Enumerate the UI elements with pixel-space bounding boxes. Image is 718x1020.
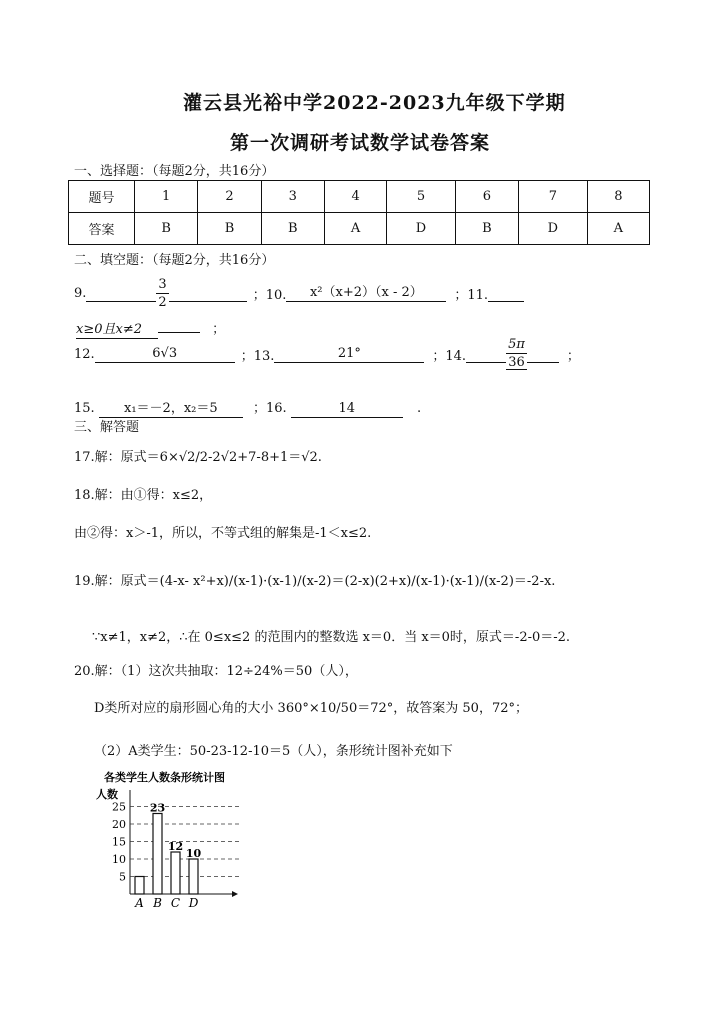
q9-label: 9.	[74, 285, 87, 301]
x-axis-arrow-icon	[232, 891, 238, 897]
answer-cell: A	[587, 213, 649, 245]
q10-label: ；10.	[252, 287, 287, 303]
table-row	[69, 213, 650, 245]
page-title: 灌云县光裕中学2022-2023九年级下学期	[183, 92, 566, 114]
chart-title: 各类学生人数条形统计图	[104, 771, 225, 784]
q14-semicolon: ；	[566, 348, 580, 364]
x-tick-label: D	[188, 896, 199, 910]
q16-label: ；16.	[252, 401, 287, 416]
answer-cell: B	[455, 213, 518, 245]
bar	[135, 877, 144, 895]
question-number: 5	[387, 181, 456, 213]
section-solve-heading: 三、解答题	[74, 420, 140, 435]
section-fill-heading: 二、填空题：（每题2分，共16分）	[74, 253, 275, 268]
answer-cell: B	[135, 213, 198, 245]
solution-20-line2: D类所对应的扇形圆心角的大小 360°×10/50＝72°，故答案为 50，72°；	[94, 701, 528, 716]
page-subtitle: 第一次调研考试数学试卷答案	[230, 132, 491, 154]
y-tick-label: 15	[112, 835, 126, 849]
solution-20-line1: 20.解：（1）这次共抽取：12÷24%＝50（人），	[74, 664, 358, 679]
x-tick-label: A	[135, 896, 144, 910]
q11-semicolon: ；	[212, 322, 226, 337]
y-tick-label: 25	[112, 800, 126, 814]
q12-answer: 6√3	[95, 346, 235, 363]
solution-20-line3: （2）A类学生：50-23-12-10＝5（人），条形统计图补充如下	[94, 744, 453, 759]
fill-line-9-11	[74, 272, 524, 314]
solution-18-line1: 18.解：由①得：x≤2，	[74, 488, 213, 503]
answer-cell: B	[198, 213, 261, 245]
question-number: 6	[455, 181, 518, 213]
question-number: 8	[587, 181, 649, 213]
q11-answer: x≥0且x≠2	[76, 322, 158, 339]
question-number: 7	[519, 181, 588, 213]
q13-label: ；13.	[240, 348, 275, 364]
x-tick-label: B	[153, 896, 162, 910]
q12-label: 12.	[74, 346, 95, 362]
q13-answer: 21°	[274, 346, 424, 363]
bar	[171, 852, 180, 894]
x-tick-label: C	[170, 896, 181, 910]
y-tick-label: 20	[112, 818, 126, 831]
bar	[189, 859, 198, 894]
question-number: 3	[261, 181, 324, 213]
table-row	[69, 181, 650, 213]
q15-answer: x₁＝－2，x₂＝5	[99, 401, 243, 418]
q14-label: ；14.	[432, 348, 467, 364]
solution-19-line1: 19.解：原式＝(4-x- x²+x)/(x-1)·(x-1)/(x-2)＝(2-x)(2+x)/(x-1)·(x-1)/(x-2)＝-2-x.	[74, 574, 556, 589]
chart-ylabel: 人数	[96, 788, 118, 801]
q11-label: ；11.	[454, 287, 489, 303]
question-number: 1	[135, 181, 198, 213]
q16-answer: 14	[291, 401, 403, 418]
bar	[153, 814, 162, 895]
answer-cell: A	[324, 213, 386, 245]
data-label: 10	[185, 847, 202, 860]
fill-line-15-16: 15. x₁＝－2，x₂＝5 ；16. 14 .	[74, 401, 422, 416]
solution-19-line2: ∵x≠1，x≠2，∴在 0≤x≤2 的范围内的整数选 x＝0．当 x＝0时，原式＝-2-0＝-2.	[92, 630, 571, 645]
y-tick-label: 5	[119, 870, 126, 884]
question-number: 4	[324, 181, 386, 213]
answer-cell: D	[519, 213, 588, 245]
y-tick-label: 10	[112, 853, 126, 866]
q9-fraction: $\frac{3}{2}$	[158, 276, 167, 310]
data-label: 12	[167, 840, 184, 853]
q10-answer: x²（x+2）（x - 2）	[286, 285, 446, 302]
bar-chart	[94, 768, 254, 918]
answer-cell: D	[387, 213, 456, 245]
solution-17: 17.解：原式＝6×√2/2-2√2+7-8+1＝√2.	[74, 450, 322, 465]
row-label-number: 题号	[69, 181, 135, 213]
fill-line-12-14	[74, 333, 580, 375]
answer-table	[68, 180, 650, 245]
answer-cell: B	[261, 213, 324, 245]
solution-18-line2: 由②得：x＞-1，所以，不等式组的解集是-1＜x≤2.	[74, 526, 372, 541]
data-label: 23	[149, 801, 166, 815]
q14-fraction: $\frac{5\pi}{36}$	[508, 337, 525, 370]
row-label-answer: 答案	[69, 213, 135, 245]
section-choice-heading: 一、选择题：（每题2分，共16分）	[74, 164, 275, 179]
question-number: 2	[198, 181, 261, 213]
q15-label: 15.	[74, 401, 95, 416]
